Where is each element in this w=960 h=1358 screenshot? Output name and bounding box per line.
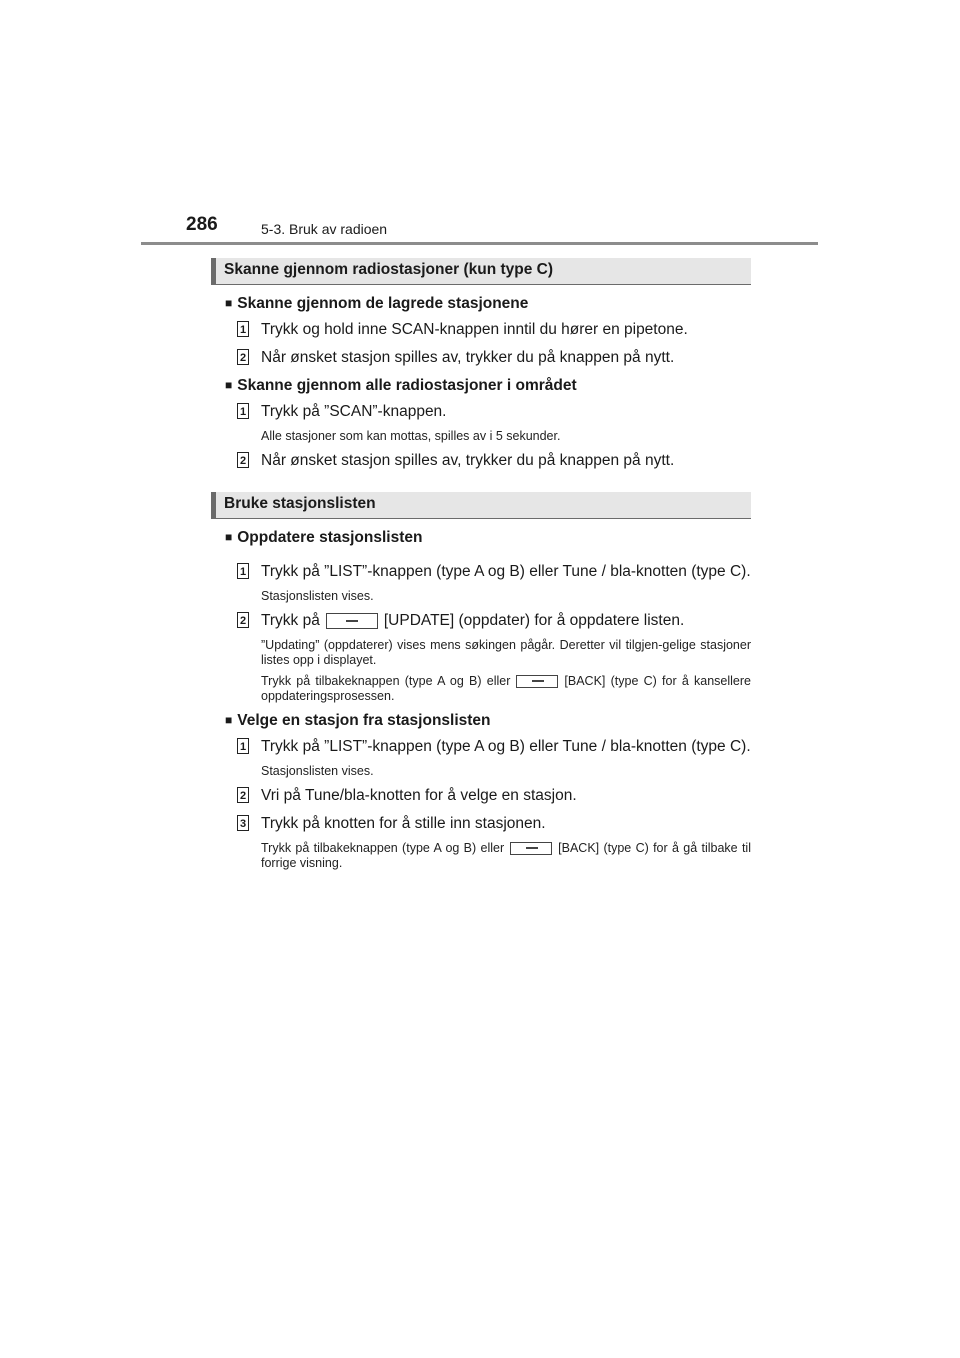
header-divider	[141, 242, 818, 245]
square-bullet-icon: ■	[225, 296, 233, 310]
step-note: ”Updating” (oppdaterer) vises mens søkingen pågår. Deretter vil tilgjen-gelige stasjoner listes opp i displayet.	[261, 638, 751, 667]
section-title: Bruke stasjonslisten	[224, 495, 376, 512]
step-number-badge: 1	[237, 738, 249, 754]
step-number-badge: 2	[237, 349, 249, 365]
step-number-badge: 1	[237, 321, 249, 337]
step	[211, 736, 751, 758]
step-text: Trykk på [UPDATE] (oppdater) for å oppdatere listen.	[261, 612, 685, 629]
step-text: Vri på Tune/bla-knotten for å velge en stasjon.	[261, 787, 577, 804]
square-bullet-icon: ■	[225, 378, 233, 392]
step-note: Stasjonslisten vises.	[261, 764, 374, 778]
back-button-icon	[516, 675, 558, 688]
step-text: Trykk på knotten for å stille inn stasjonen.	[261, 815, 546, 832]
step	[211, 561, 751, 583]
subsection-heading: ■ Skanne gjennom alle radiostasjoner i området	[225, 377, 577, 394]
step-text: Trykk på ”LIST”-knappen (type A og B) eller Tune / bla-knotten (type C).	[261, 738, 751, 755]
step-number-badge: 2	[237, 787, 249, 803]
step	[211, 347, 751, 369]
step-note: Alle stasjoner som kan mottas, spilles av i 5 sekunder.	[261, 429, 561, 443]
step	[211, 319, 751, 341]
section-reference: 5-3. Bruk av radioen	[261, 221, 388, 237]
step-note: Trykk på tilbakeknappen (type A og B) eller [BACK] (type C) for å kansellere oppdateringsprosessen.	[261, 674, 751, 703]
step-number-badge: 2	[237, 452, 249, 468]
update-button-icon	[326, 613, 378, 629]
page-header	[0, 0, 960, 250]
square-bullet-icon: ■	[225, 713, 233, 727]
step-number-badge: 1	[237, 563, 249, 579]
subsection-heading: ■ Oppdatere stasjonslisten	[225, 529, 423, 546]
page-content	[211, 258, 751, 877]
subsection-heading: ■ Velge en stasjon fra stasjonslisten	[225, 712, 491, 729]
subsection-heading: ■ Skanne gjennom de lagrede stasjonene	[225, 295, 529, 312]
section-banner-scan	[211, 258, 751, 285]
section-title: Skanne gjennom radiostasjoner (kun type C)	[224, 261, 554, 278]
step	[211, 450, 751, 472]
step-text: Trykk på ”SCAN”-knappen.	[261, 403, 447, 420]
square-bullet-icon: ■	[225, 530, 233, 544]
step-text: Trykk på ”LIST”-knappen (type A og B) eller Tune / bla-knotten (type C).	[261, 563, 751, 580]
step-number-badge: 2	[237, 612, 249, 628]
step-text: Når ønsket stasjon spilles av, trykker du på knappen på nytt.	[261, 349, 675, 366]
step-text: Trykk og hold inne SCAN-knappen inntil du hører en pipetone.	[261, 321, 688, 338]
step-number-badge: 3	[237, 815, 249, 831]
step	[211, 401, 751, 423]
step-note: Stasjonslisten vises.	[261, 589, 374, 603]
step	[211, 813, 751, 835]
step	[211, 785, 751, 807]
step	[211, 610, 751, 632]
back-button-icon	[510, 842, 552, 855]
page-number: 286	[186, 214, 218, 235]
section-banner-station-list	[211, 492, 751, 519]
step-number-badge: 1	[237, 403, 249, 419]
step-text: Når ønsket stasjon spilles av, trykker du på knappen på nytt.	[261, 452, 675, 469]
step-note: Trykk på tilbakeknappen (type A og B) eller [BACK] (type C) for å gå tilbake til forrige visning.	[261, 841, 751, 870]
